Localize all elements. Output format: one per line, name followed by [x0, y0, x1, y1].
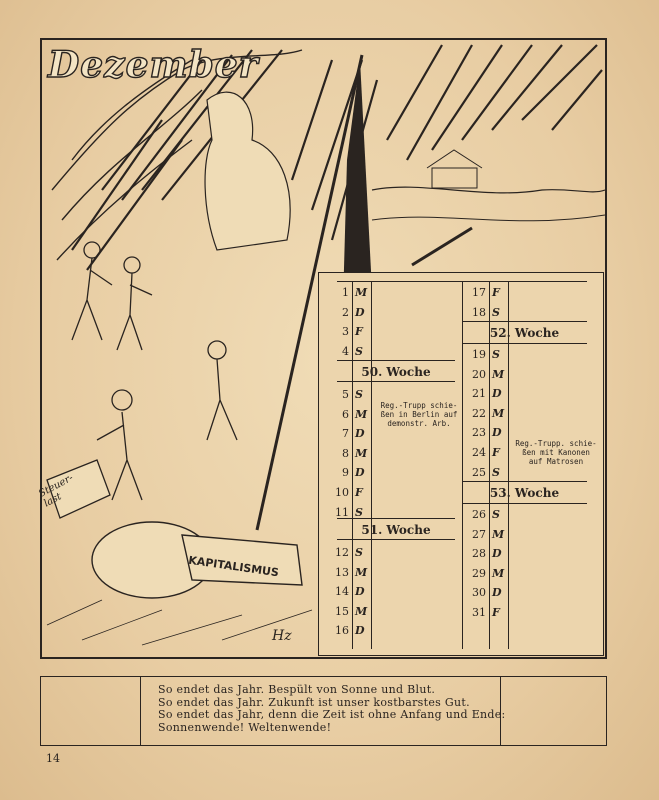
- day-number: 30: [472, 586, 486, 600]
- day-number: 16: [335, 624, 349, 638]
- weekday-letter: M: [355, 446, 368, 460]
- day-number: 29: [472, 566, 486, 580]
- month-title: Dezember: [48, 44, 259, 86]
- calendar-day-row: [456, 564, 576, 584]
- day-number: 20: [472, 367, 486, 381]
- grid-line: [352, 281, 353, 649]
- day-number: 5: [342, 388, 349, 401]
- calendar-day-row: [456, 544, 576, 564]
- weekday-letter: M: [492, 367, 505, 381]
- weekday-letter: D: [492, 387, 502, 401]
- calendar-day-row: [456, 583, 576, 603]
- crate-label: Steuer- last: [37, 472, 76, 510]
- weekday-letter: F: [355, 486, 363, 499]
- calendar-day-row: [319, 503, 439, 523]
- weekday-letter: D: [492, 586, 502, 600]
- weekday-letter: M: [492, 566, 505, 580]
- day-number: 2: [342, 305, 349, 319]
- week-header: 50. Woche: [361, 365, 431, 379]
- day-number: 24: [472, 446, 486, 459]
- day-number: 14: [335, 585, 349, 599]
- week-header: 51. Woche: [361, 523, 431, 537]
- verse-text: [158, 683, 506, 734]
- calendar-day-row: [456, 345, 576, 365]
- calendar-day-row: [456, 384, 576, 404]
- day-number: 28: [472, 547, 486, 561]
- grid-line: [371, 281, 372, 649]
- grid-line: [337, 381, 455, 382]
- grid-line: [462, 281, 463, 649]
- weekday-letter: F: [492, 606, 500, 619]
- grid-line: [462, 321, 587, 322]
- weekday-letter: F: [355, 325, 363, 339]
- weekday-letter: S: [355, 546, 363, 559]
- calendar-day-row: [319, 483, 439, 503]
- weekday-letter: M: [492, 406, 505, 420]
- calendar-day-row: [319, 563, 439, 583]
- day-number: 17: [472, 286, 486, 299]
- calendar-day-row: [319, 543, 439, 563]
- body-label: KAPITALISMUS: [187, 553, 280, 580]
- day-number: 26: [472, 508, 486, 521]
- calendar-day-row: [456, 603, 576, 623]
- day-number: 4: [342, 344, 349, 358]
- weekday-letter: S: [492, 508, 500, 521]
- weekday-letter: M: [355, 286, 368, 299]
- day-number: 13: [335, 565, 349, 579]
- calendar-day-row: [456, 404, 576, 424]
- day-number: 11: [335, 505, 349, 519]
- weekday-letter: D: [355, 427, 365, 441]
- calendar-day-row: [319, 342, 439, 362]
- day-number: 6: [342, 407, 349, 421]
- grid-line: [337, 360, 455, 361]
- weekday-letter: M: [492, 527, 505, 541]
- verse-line: So endet das Jahr. Bespült von Sonne und Blut.: [158, 683, 436, 696]
- verse-line: Sonnenwende! Weltenwende!: [158, 720, 332, 734]
- weekday-letter: M: [355, 407, 368, 421]
- weekday-letter: S: [355, 388, 363, 401]
- calendar-day-row: [456, 283, 576, 303]
- weekday-letter: D: [355, 305, 365, 319]
- verse-box-divider-left: [140, 676, 141, 746]
- verse-line: So endet das Jahr. Zukunft ist unser kostbarstes Gut.: [158, 695, 470, 709]
- weekday-letter: S: [492, 348, 500, 361]
- calendar-day-row: [456, 505, 576, 525]
- historical-note: Reg.-Trupp schie- ßen in Berlin auf demonstr. Arb.: [380, 401, 458, 428]
- calendar-day-row: [319, 582, 439, 602]
- day-number: 27: [472, 527, 486, 541]
- weekday-letter: S: [355, 505, 363, 519]
- verse-line: So endet das Jahr, denn die Zeit ist ohne Anfang und Ende:: [158, 708, 506, 721]
- grid-line: [337, 281, 587, 282]
- day-number: 8: [342, 446, 349, 460]
- day-number: 15: [335, 604, 349, 618]
- weekday-letter: M: [355, 604, 368, 618]
- grid-line: [489, 281, 490, 649]
- calendar-day-row: [319, 621, 439, 641]
- weekday-letter: D: [492, 426, 502, 440]
- weekday-letter: S: [492, 465, 500, 479]
- grid-line: [462, 481, 587, 482]
- day-number: 31: [472, 606, 486, 619]
- week-header: 52. Woche: [489, 326, 560, 340]
- calendar-day-row: [319, 602, 439, 622]
- calendar-day-row: [319, 303, 439, 323]
- day-number: 23: [472, 426, 486, 440]
- week-header: 53. Woche: [489, 486, 560, 500]
- calendar-day-row: [319, 322, 439, 342]
- weekday-letter: D: [355, 466, 365, 480]
- day-number: 19: [472, 348, 486, 361]
- calendar-day-row: [456, 525, 576, 545]
- weekday-letter: D: [355, 624, 365, 638]
- day-number: 12: [335, 546, 349, 559]
- calendar-day-row: [319, 463, 439, 483]
- calendar-grid: [318, 272, 604, 656]
- artist-signature: Hz: [272, 628, 292, 644]
- grid-line: [462, 503, 587, 504]
- day-number: 18: [472, 305, 486, 319]
- page-number: 14: [46, 752, 60, 765]
- day-number: 3: [342, 325, 349, 339]
- calendar-day-row: [456, 303, 576, 323]
- day-number: 7: [342, 427, 349, 441]
- weekday-letter: D: [492, 547, 502, 561]
- calendar-day-row: [319, 444, 439, 464]
- historical-note: Reg.-Trupp. schie- ßen mit Kanonen auf Matrosen: [515, 439, 597, 466]
- weekday-letter: M: [355, 565, 368, 579]
- day-number: 21: [472, 387, 486, 401]
- weekday-letter: F: [492, 446, 500, 459]
- weekday-letter: F: [492, 286, 500, 299]
- weekday-letter: D: [355, 585, 365, 599]
- weekday-letter: S: [492, 305, 500, 319]
- calendar-day-row: [319, 283, 439, 303]
- day-number: 1: [342, 286, 349, 299]
- calendar-day-row: [456, 365, 576, 385]
- weekday-letter: S: [355, 344, 363, 358]
- day-number: 22: [472, 406, 486, 420]
- grid-line: [462, 343, 587, 344]
- grid-line: [508, 281, 509, 649]
- day-number: 25: [472, 465, 486, 479]
- day-number: 10: [335, 486, 349, 499]
- day-number: 9: [342, 466, 349, 480]
- grid-line: [337, 539, 455, 540]
- grid-line: [337, 518, 455, 519]
